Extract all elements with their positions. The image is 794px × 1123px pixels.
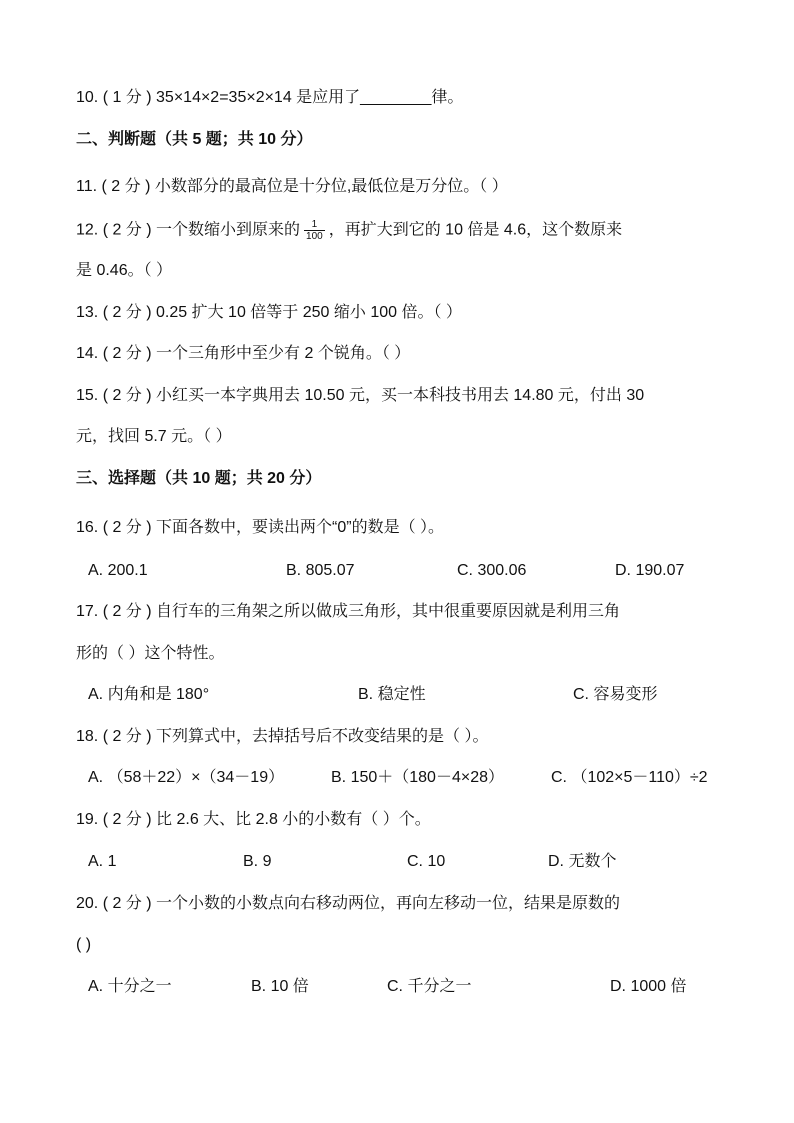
q20-option-b: B. 10 倍 [251,978,309,995]
q16-option-d: D. 190.07 [615,562,685,579]
section-heading-multiple-choice: 三、选择题（共 10 题；共 20 分） [76,470,322,487]
q19-option-a: A. 1 [88,853,117,870]
q19-option-d: D. 无数个 [548,853,617,870]
question-20-line2: ( ) [76,936,92,953]
question-11: 11. ( 2 分 ) 小数部分的最高位是十分位,最低位是万分位。（ ） [76,178,508,195]
fraction-numerator: 1 [304,219,325,231]
q16-option-c: C. 300.06 [457,562,527,579]
q20-option-d: D. 1000 倍 [610,978,687,995]
q18-option-a: A. （58＋22）×（34－19） [88,769,285,786]
question-19: 19. ( 2 分 ) 比 2.6 大、比 2.8 小的小数有（ ）个。 [76,811,431,828]
fraction-one-hundredth [304,219,325,242]
q16-option-a: A. 200.1 [88,562,148,579]
question-17-line2: 形的（ ）这个特性。 [76,645,225,662]
q20-option-c: C. 千分之一 [387,978,472,995]
question-12-line2: 是 0.46。（ ） [76,262,173,279]
question-15-line2: 元，找回 5.7 元。（ ） [76,428,232,445]
q17-option-b: B. 稳定性 [358,686,426,703]
question-16: 16. ( 2 分 ) 下面各数中，要读出两个“0”的数是（ ）。 [76,519,445,536]
question-20-line1: 20. ( 2 分 ) 一个小数的小数点向右移动两位，再向左移动一位，结果是原数的 [76,895,621,912]
question-12-text-b: ，再扩大到它的 10 倍是 4.6，这个数原来 [328,221,623,239]
q18-option-c: C. （102×5－110）÷2 [551,769,708,786]
q19-option-b: B. 9 [243,853,272,870]
q20-option-a: A. 十分之一 [88,978,172,995]
q17-option-a: A. 内角和是 180° [88,686,210,703]
question-17-line1: 17. ( 2 分 ) 自行车的三角架之所以做成三角形，其中很重要原因就是利用三角 [76,603,621,620]
question-13: 13. ( 2 分 ) 0.25 扩大 10 倍等于 250 缩小 100 倍。（ ） [76,304,462,321]
question-12-text-a: 12. ( 2 分 ) 一个数缩小到原来的 [76,221,301,239]
q17-option-c: C. 容易变形 [573,686,658,703]
q16-option-b: B. 805.07 [286,562,355,579]
q19-option-c: C. 10 [407,853,446,870]
question-15-line1: 15. ( 2 分 ) 小红买一本字典用去 10.50 元，买一本科技书用去 14.80 元，付出 30 [76,387,645,404]
fraction-denominator: 100 [306,231,323,242]
question-14: 14. ( 2 分 ) 一个三角形中至少有 2 个锐角。（ ） [76,345,411,362]
question-12-line1 [76,219,622,242]
question-10: 10. ( 1 分 ) 35×14×2=35×2×14 是应用了________律。 [76,89,464,106]
section-heading-true-false: 二、判断题（共 5 题；共 10 分） [76,131,313,148]
q18-option-b: B. 150＋（180－4×28） [331,769,504,786]
question-18: 18. ( 2 分 ) 下列算式中，去掉括号后不改变结果的是（ ）。 [76,728,489,745]
